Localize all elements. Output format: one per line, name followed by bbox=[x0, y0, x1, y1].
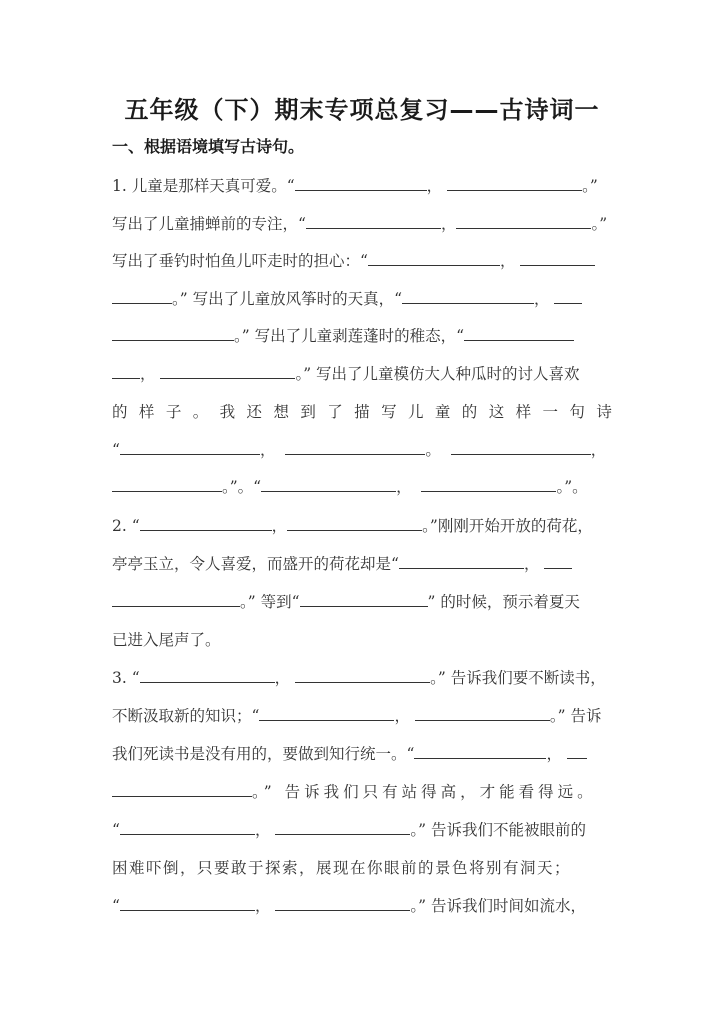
answer-blank[interactable] bbox=[140, 512, 272, 531]
q2-line-1 bbox=[112, 512, 612, 540]
char: 一 bbox=[542, 403, 559, 421]
q1-line-2 bbox=[112, 210, 612, 238]
char: 了 bbox=[327, 403, 343, 421]
answer-blank[interactable] bbox=[120, 892, 255, 911]
answer-blank[interactable] bbox=[261, 473, 396, 492]
text: 。”。 bbox=[556, 478, 588, 496]
q3-line-1 bbox=[112, 664, 612, 692]
text: 。”。“ bbox=[222, 478, 262, 496]
answer-blank[interactable] bbox=[295, 172, 427, 191]
answer-blank[interactable] bbox=[447, 172, 582, 191]
answer-blank[interactable] bbox=[287, 512, 422, 531]
text: ， bbox=[396, 478, 412, 496]
answer-blank[interactable] bbox=[399, 550, 524, 569]
answer-blank[interactable] bbox=[275, 816, 410, 835]
text: 。” 写出了儿童模仿大人种瓜时的讨人喜欢 bbox=[295, 365, 580, 383]
answer-blank[interactable] bbox=[402, 285, 534, 304]
char: 的 bbox=[112, 403, 128, 421]
answer-blank[interactable] bbox=[285, 436, 425, 455]
answer-blank[interactable] bbox=[300, 588, 428, 607]
text: 。” 告诉我们要不断读书， bbox=[430, 669, 606, 687]
text: ， bbox=[254, 821, 271, 839]
answer-blank[interactable] bbox=[259, 702, 394, 721]
text: 。” bbox=[591, 215, 608, 233]
answer-blank[interactable] bbox=[120, 816, 255, 835]
answer-blank[interactable] bbox=[544, 550, 572, 569]
text: 已进入尾声了。 bbox=[112, 631, 221, 649]
char: 样 bbox=[138, 403, 155, 421]
char: 描 bbox=[354, 403, 370, 421]
answer-blank[interactable] bbox=[140, 664, 275, 683]
char: 写 bbox=[381, 403, 397, 421]
text: ， bbox=[259, 441, 276, 459]
text: 不断汲取新的知识；“ bbox=[112, 707, 260, 725]
answer-blank[interactable] bbox=[112, 285, 172, 304]
q2-line-2 bbox=[112, 550, 612, 578]
char: 儿 bbox=[407, 403, 424, 421]
answer-blank[interactable] bbox=[554, 285, 582, 304]
char: 子 bbox=[165, 403, 182, 421]
char: 的 bbox=[461, 403, 478, 421]
answer-blank[interactable] bbox=[112, 322, 234, 341]
q3-line-3 bbox=[112, 740, 612, 768]
q2-line-3 bbox=[112, 588, 612, 616]
char: 样 bbox=[515, 403, 532, 421]
q1-line-1 bbox=[112, 172, 612, 200]
text: ， bbox=[271, 517, 288, 535]
text: “ bbox=[112, 441, 120, 459]
text: ， bbox=[546, 745, 562, 763]
text: 困难吓倒，只要敢于探索，展现在你眼前的景色将别有洞天； bbox=[112, 859, 572, 877]
text: 。” 告诉我们时间如流水， bbox=[410, 897, 586, 915]
text: 写出了垂钓时怕鱼儿吓走时的担心：“ bbox=[112, 252, 368, 270]
text: ， bbox=[440, 215, 457, 233]
text: ， bbox=[523, 555, 540, 573]
answer-blank[interactable] bbox=[456, 210, 591, 229]
text: 。”刚刚开始开放的荷花， bbox=[422, 517, 593, 535]
char: 到 bbox=[300, 403, 316, 421]
text: 1. 儿童是那样天真可爱。“ bbox=[112, 177, 295, 195]
answer-blank[interactable] bbox=[112, 778, 252, 797]
text: 。” 告诉我们只有站得高，才能看得远。 bbox=[252, 783, 597, 801]
answer-blank[interactable] bbox=[368, 247, 500, 266]
text: 。” 告诉我们不能被眼前的 bbox=[410, 821, 586, 839]
q3-line-7 bbox=[112, 892, 612, 920]
text: ， bbox=[254, 897, 271, 915]
text: ， bbox=[499, 252, 516, 270]
answer-blank[interactable] bbox=[414, 740, 546, 759]
text: 。” 写出了儿童剥莲蓬时的稚态，“ bbox=[234, 327, 465, 345]
q1-line-5 bbox=[112, 322, 612, 350]
text: 3. “ bbox=[112, 669, 140, 687]
answer-blank[interactable] bbox=[112, 473, 222, 492]
char: 童 bbox=[434, 403, 451, 421]
q3-line-2 bbox=[112, 702, 612, 730]
text: 。” 告诉 bbox=[549, 707, 602, 725]
char: 诗 bbox=[596, 403, 612, 421]
char: 句 bbox=[569, 403, 585, 421]
answer-blank[interactable] bbox=[112, 360, 140, 379]
answer-blank[interactable] bbox=[421, 473, 556, 492]
q3-line-6 bbox=[112, 854, 612, 882]
q1-line-3 bbox=[112, 247, 612, 275]
text: 亭亭玉立，令人喜爱，而盛开的荷花却是“ bbox=[112, 555, 399, 573]
text: “ bbox=[112, 897, 120, 915]
answer-blank[interactable] bbox=[464, 322, 574, 341]
text: 。 bbox=[425, 441, 441, 459]
q1-line-6 bbox=[112, 360, 612, 388]
section-heading: 一、根据语境填写古诗句。 bbox=[112, 137, 305, 156]
answer-blank[interactable] bbox=[160, 360, 295, 379]
text: 。” bbox=[582, 177, 598, 195]
text: 2. “ bbox=[112, 517, 140, 535]
q1-line-4 bbox=[112, 285, 612, 313]
text: ， bbox=[140, 365, 156, 383]
answer-blank[interactable] bbox=[451, 436, 591, 455]
page-title: 五年级（下）期末专项总复习——古诗词一 bbox=[124, 96, 600, 124]
answer-blank[interactable] bbox=[567, 740, 587, 759]
char: 想 bbox=[273, 403, 289, 421]
char: 我 bbox=[219, 403, 236, 421]
text: ， bbox=[590, 441, 607, 459]
text: 。” 写出了儿童放风筝时的天真，“ bbox=[172, 290, 403, 308]
q1-line-8 bbox=[112, 436, 612, 464]
answer-blank[interactable] bbox=[415, 702, 550, 721]
answer-blank[interactable] bbox=[120, 436, 260, 455]
text: ， bbox=[394, 707, 410, 725]
q3-line-5 bbox=[112, 816, 612, 844]
q1-line-9 bbox=[112, 473, 612, 501]
text: ， bbox=[534, 290, 550, 308]
answer-blank[interactable] bbox=[520, 247, 595, 266]
q1-line-7 bbox=[112, 398, 612, 426]
text: ， bbox=[426, 177, 443, 195]
text: 。” 等到“ bbox=[240, 593, 300, 611]
q2-line-4 bbox=[112, 626, 612, 654]
char: 这 bbox=[488, 403, 505, 421]
text: ， bbox=[274, 669, 291, 687]
text: ” 的时候，预示着夏天 bbox=[427, 593, 580, 611]
text: “ bbox=[112, 821, 120, 839]
answer-blank[interactable] bbox=[275, 892, 410, 911]
text: 写出了儿童捕蝉前的专注，“ bbox=[112, 215, 306, 233]
answer-blank[interactable] bbox=[295, 664, 430, 683]
answer-blank[interactable] bbox=[112, 588, 240, 607]
char: 还 bbox=[246, 403, 263, 421]
q3-line-4 bbox=[112, 778, 612, 806]
text: 我们死读书是没有用的，要做到知行统一。“ bbox=[112, 745, 415, 763]
answer-blank[interactable] bbox=[306, 210, 441, 229]
char: 。 bbox=[192, 403, 209, 421]
